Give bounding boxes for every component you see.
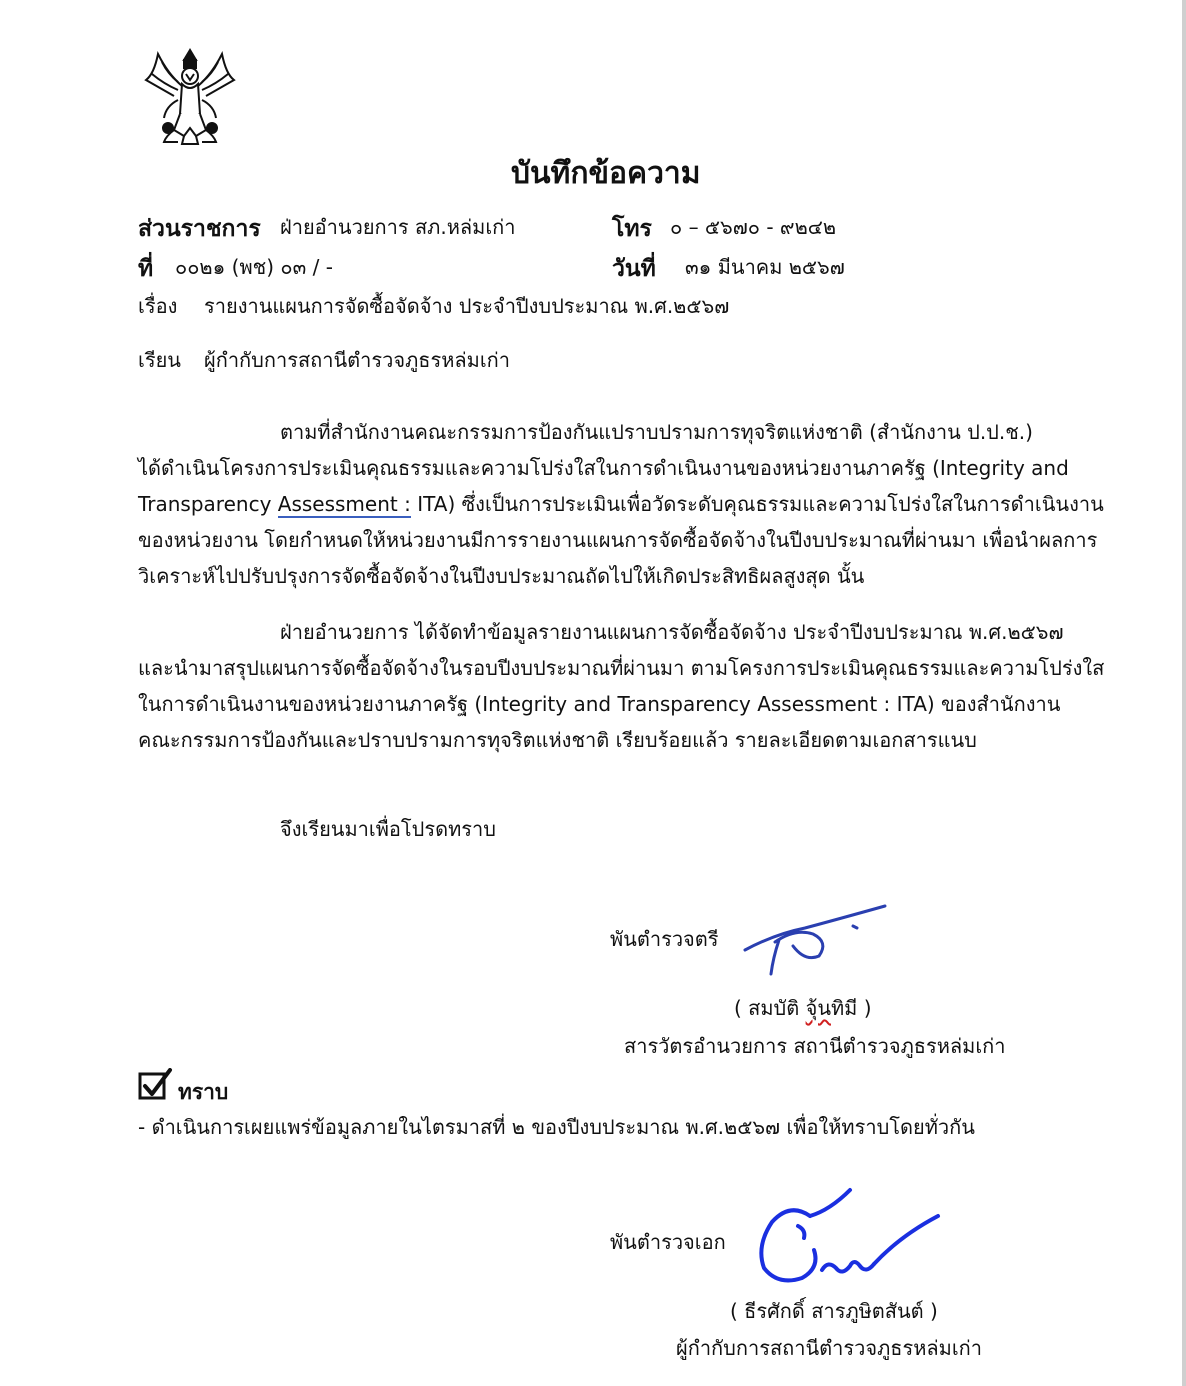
acknowledge-checkbox[interactable]: [138, 1068, 174, 1106]
signer-1-name-close: ทิมี ): [830, 996, 872, 1020]
signer-2-position: ผู้กำกับการสถานีตำรวจภูธรหล่มเก่า: [676, 1336, 983, 1360]
paragraph-1-line-2: ได้ดำเนินโครงการประเมินคุณธรรมและความโปร่งใสในการดำเนินงานของหน่วยงานภาครัฐ (Integrity and: [138, 456, 1069, 480]
signer-1-rank: พันตำรวจตรี: [610, 927, 719, 951]
recipient-label: เรียน: [138, 348, 181, 372]
paragraph-1-line-3-rest: ซึ่งเป็นการประเมินเพื่อวัดระดับคุณธรรมและความโปร่งใสในการดำเนินงาน: [461, 492, 1104, 516]
paragraph-1-line-3: [138, 490, 1104, 518]
paragraph-2-line-2: และนำมาสรุปแผนการจัดซื้อจัดจ้างในรอบปีงบประมาณที่ผ่านมา ตามโครงการประเมินคุณธรรมและความโปร่งใส: [138, 656, 1105, 680]
subject-label: เรื่อง: [138, 294, 178, 318]
paragraph-1-line-4: ของหน่วยงาน โดยกำหนดให้หน่วยงานมีการรายงานแผนการจัดซื้อจัดจ้างในปีงบประมาณที่ผ่านมา เพื่อนำผลการ: [138, 528, 1098, 552]
paragraph-1-line-1: ตามที่สำนักงานคณะกรรมการป้องกันแปราบปรามการทุจริตแห่งชาติ (สำนักงาน ป.ป.ช.): [280, 420, 1033, 444]
signer-2-rank: พันตำรวจเอก: [610, 1230, 726, 1254]
signer-2-signature: [750, 1186, 950, 1290]
garuda-emblem-icon: [138, 44, 242, 148]
date-label: วันที่: [612, 256, 656, 282]
acknowledge-label: ทราบ: [178, 1080, 229, 1104]
paragraph-2-line-1: ฝ่ายอำนวยการ ได้จัดทำข้อมูลรายงานแผนการจัดซื้อจัดจ้าง ประจำปีงบประมาณ พ.ศ.๒๕๖๗: [280, 620, 1064, 644]
subject-value: รายงานแผนการจัดซื้อจัดจ้าง ประจำปีงบประมาณ พ.ศ.๒๕๖๗: [204, 294, 730, 318]
phone-value: ๐ – ๕๖๗๐ - ๙๒๔๒: [670, 215, 837, 239]
signer-1-name-open: ( สมบัติ: [734, 996, 806, 1020]
page-edge: [1182, 0, 1186, 1386]
spell-flagged-text[interactable]: จุ้น: [805, 996, 831, 1020]
doc-number-label: ที่: [138, 256, 154, 282]
date-value: ๓๑ มีนาคม ๒๕๖๗: [685, 255, 845, 279]
signer-1-signature: [735, 898, 895, 980]
checkbox-checked-icon: [138, 1068, 174, 1102]
memo-title: บันทึกข้อความ: [511, 156, 701, 191]
closing-line: จึงเรียนมาเพื่อโปรดทราบ: [280, 817, 496, 841]
recipient-value: ผู้กำกับการสถานีตำรวจภูธรหล่มเก่า: [204, 348, 511, 372]
acknowledge-note: - ดำเนินการเผยแพร่ข้อมูลภายในไตรมาสที่ ๒ ของปีงบประมาณ พ.ศ.๒๕๖๗ เพื่อให้ทราบโดยทั่วกัน: [138, 1115, 975, 1139]
paragraph-1-line-5: วิเคราะห์ไปปรับปรุงการจัดซื้อจัดจ้างในปีงบประมาณถัดไปให้เกิดประสิทธิผลสูงสุด นั้น: [138, 564, 865, 588]
paragraph-1-line-3-prefix: Transparency: [138, 492, 278, 516]
department-value: ฝ่ายอำนวยการ สภ.หล่มเก่า: [280, 215, 516, 239]
signer-1-name: [734, 994, 872, 1022]
paragraph-2-line-3: ในการดำเนินงานของหน่วยงานภาครัฐ (Integrity and Transparency Assessment : ITA) ของสำนักงาน: [138, 692, 1061, 716]
paragraph-2-line-4: คณะกรรมการป้องกันและปราบปรามการทุจริตแห่งชาติ เรียบร้อยแล้ว รายละเอียดตามเอกสารแนบ: [138, 728, 977, 752]
department-label: ส่วนราชการ: [138, 216, 261, 242]
grammar-flagged-text[interactable]: Assessment :: [277, 492, 411, 516]
signer-1-position: สารวัตรอำนวยการ สถานีตำรวจภูธรหล่มเก่า: [624, 1034, 1006, 1058]
phone-label: โทร: [612, 216, 652, 242]
signer-2-name: ( ธีรศักดิ์ สารภูษิตสันต์ ): [730, 1299, 938, 1323]
paragraph-1-line-3-mid: ITA): [410, 492, 456, 516]
doc-number-value: ๐๐๒๑ (พช) ๐๓ / -: [175, 255, 333, 279]
